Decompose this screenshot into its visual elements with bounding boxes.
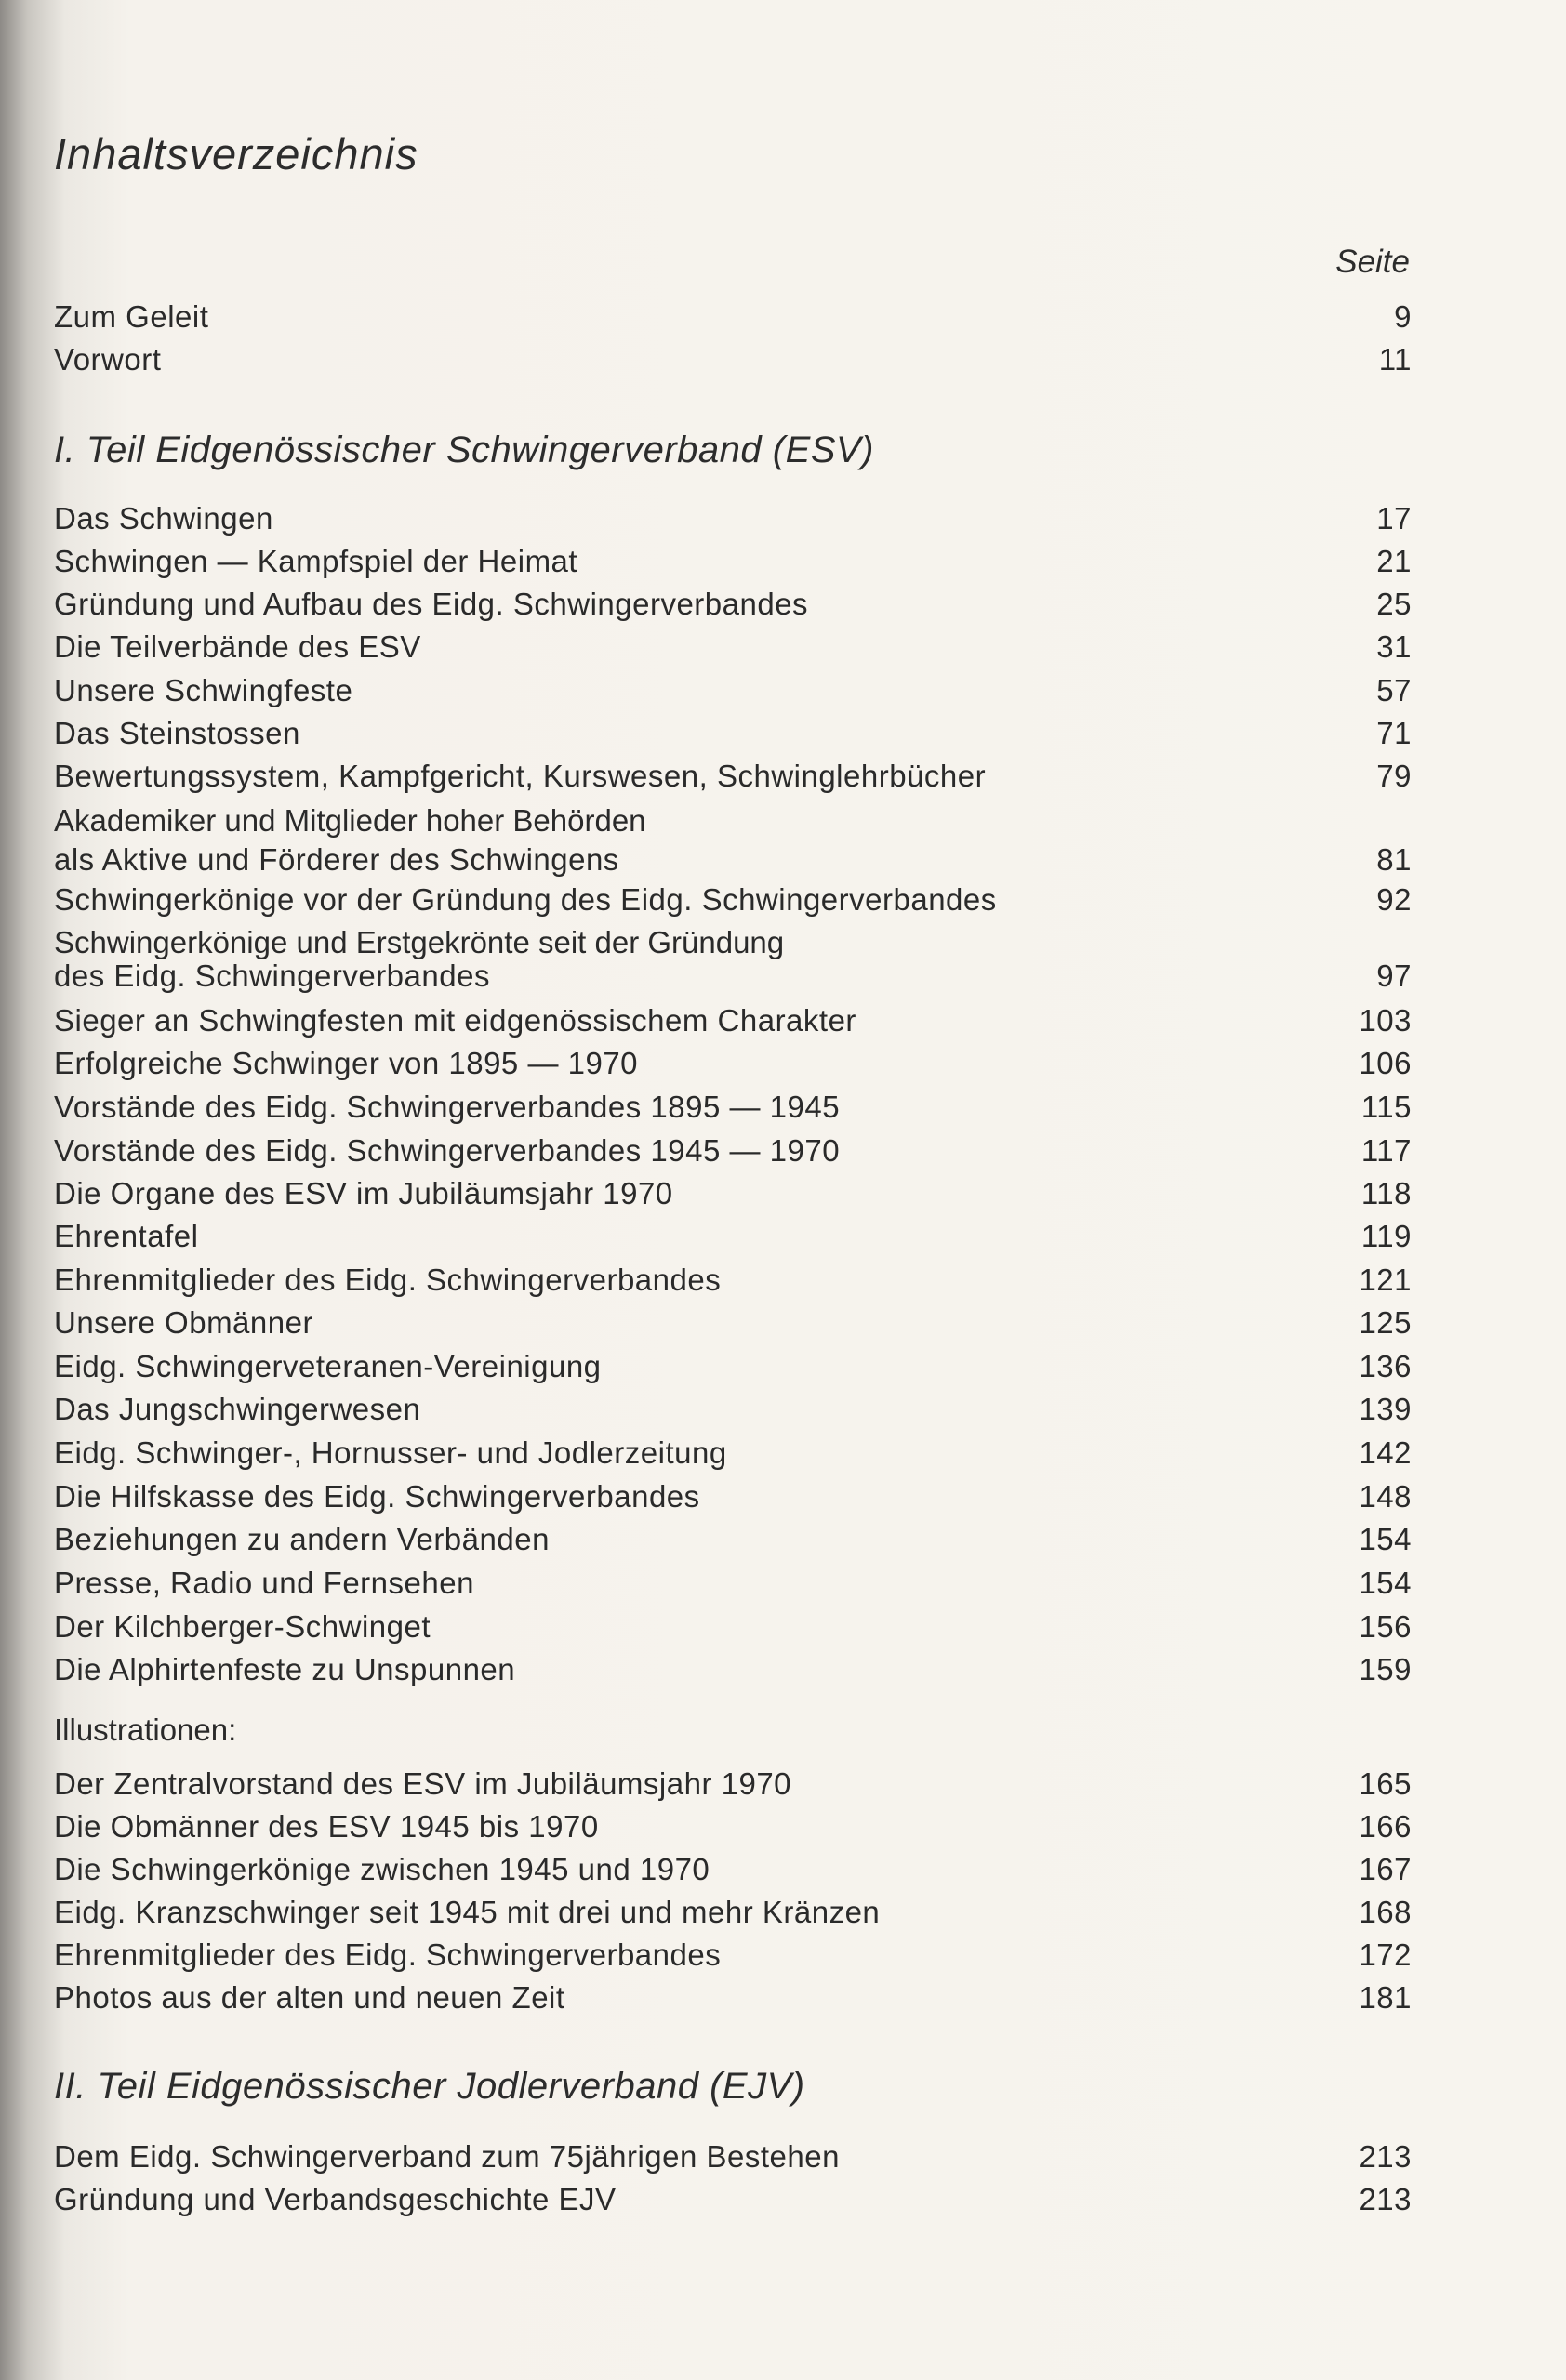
toc-entry xyxy=(54,1606,1412,1648)
toc-entry-page: 97 xyxy=(1376,959,1412,993)
toc-entry-page: 139 xyxy=(1359,1392,1412,1426)
toc-entry xyxy=(54,1432,1412,1474)
toc-entry-page: 121 xyxy=(1359,1263,1412,1297)
toc-entry-title: Ehrentafel xyxy=(54,1219,199,1253)
toc-entry-page: 57 xyxy=(1376,673,1412,707)
toc-entry-page: 118 xyxy=(1360,1176,1412,1210)
toc-entry xyxy=(54,1302,1412,1344)
toc-entry xyxy=(54,1172,1412,1215)
toc-entry-page: 9 xyxy=(1394,299,1412,334)
toc-entry-title: Schwingen — Kampfspiel der Heimat xyxy=(54,544,578,578)
toc-entry xyxy=(54,879,1412,921)
toc-entry-page: 181 xyxy=(1359,1980,1412,2015)
toc-entry-title: Erfolgreiche Schwinger von 1895 — 1970 xyxy=(54,1046,639,1080)
toc-entry xyxy=(54,1259,1412,1302)
toc-entry-title: Die Alphirtenfeste zu Unspunnen xyxy=(54,1652,516,1686)
toc-entry xyxy=(54,1977,1412,2019)
toc-entry xyxy=(54,626,1412,668)
toc-entry xyxy=(54,1848,1412,1891)
toc-entry-title: Sieger an Schwingfesten mit eidgenössischem Charakter xyxy=(54,1003,856,1038)
toc-entry-title: Eidg. Kranzschwinger seit 1945 mit drei und mehr Kränzen xyxy=(54,1895,881,1929)
toc-entry-title: Das Steinstossen xyxy=(54,716,300,750)
toc-entry xyxy=(54,338,1412,381)
toc-entry-page: 11 xyxy=(1378,342,1412,377)
toc-entry-title: Der Zentralvorstand des ESV im Jubiläumsjahr 1970 xyxy=(54,1766,792,1801)
toc-entry-page: 165 xyxy=(1359,1766,1412,1801)
toc-entry-page: 142 xyxy=(1359,1435,1412,1470)
toc-entry xyxy=(54,540,1412,583)
toc-entry xyxy=(54,1562,1412,1605)
toc-entry-title: Photos aus der alten und neuen Zeit xyxy=(54,1980,565,2015)
toc-entry-title: Ehrenmitglieder des Eidg. Schwingerverbandes xyxy=(54,1937,722,1972)
toc-entry-page: 115 xyxy=(1360,1090,1412,1124)
toc-entry-title: Presse, Radio und Fernsehen xyxy=(54,1566,474,1600)
toc-entry-page: 103 xyxy=(1359,1003,1412,1038)
toc-entry-title-line: als Aktive und Förderer des Schwingens xyxy=(54,842,619,877)
toc-entry xyxy=(54,583,1412,626)
toc-entry xyxy=(54,497,1412,540)
toc-entry-title: Die Organe des ESV im Jubiläumsjahr 1970 xyxy=(54,1176,673,1210)
toc-entry xyxy=(54,296,1412,338)
toc-entry-page: 119 xyxy=(1360,1219,1412,1253)
toc-entry xyxy=(54,1891,1412,1934)
toc-entry xyxy=(54,1086,1412,1129)
toc-entry-page: 154 xyxy=(1359,1566,1412,1600)
toc-entry xyxy=(54,712,1412,755)
toc-entry-page: 168 xyxy=(1359,1895,1412,1929)
toc-entry-page: 25 xyxy=(1376,587,1412,621)
toc-entry xyxy=(54,1805,1412,1848)
toc-entry xyxy=(54,1130,1412,1172)
toc-entry-page: 17 xyxy=(1376,501,1412,536)
toc-entry-page: 148 xyxy=(1359,1479,1412,1514)
toc-entry xyxy=(54,755,1412,798)
part-heading: II. Teil Eidgenössischer Jodlerverband (EJV) xyxy=(54,2066,805,2107)
toc-entry-page: 156 xyxy=(1359,1609,1412,1644)
toc-entry-title: Die Teilverbände des ESV xyxy=(54,629,421,664)
toc-entry-title: Beziehungen zu andern Verbänden xyxy=(54,1522,550,1556)
toc-entry-page: 154 xyxy=(1359,1522,1412,1556)
toc-entry xyxy=(54,2178,1412,2221)
toc-entry-title: Dem Eidg. Schwingerverband zum 75jährigen Bestehen xyxy=(54,2139,840,2174)
toc-entry-page: 79 xyxy=(1376,759,1412,793)
toc-entry-page: 213 xyxy=(1359,2182,1412,2216)
toc-entry-page: 125 xyxy=(1359,1305,1412,1340)
toc-entry-title: Schwingerkönige vor der Gründung des Eidg. Schwingerverbandes xyxy=(54,882,997,917)
toc-entry-title: Die Hilfskasse des Eidg. Schwingerverbandes xyxy=(54,1479,700,1514)
toc-entry xyxy=(54,1518,1412,1561)
toc-entry-title-line: Schwingerkönige und Erstgekrönte seit der Gründung xyxy=(54,925,785,959)
toc-entry-title: Der Kilchberger-Schwinget xyxy=(54,1609,431,1644)
toc-entry-page: 106 xyxy=(1359,1046,1412,1080)
toc-entry-title: Ehrenmitglieder des Eidg. Schwingerverbandes xyxy=(54,1263,722,1297)
toc-entry xyxy=(54,1475,1412,1518)
toc-entry xyxy=(54,1215,1412,1258)
part-heading: I. Teil Eidgenössischer Schwingerverband (ESV) xyxy=(54,430,874,470)
page-title: Inhaltsverzeichnis xyxy=(54,129,418,178)
toc-entry xyxy=(54,1648,1412,1691)
toc-entry-title: Die Schwingerkönige zwischen 1945 und 1970 xyxy=(54,1852,710,1886)
toc-entry-title: Die Obmänner des ESV 1945 bis 1970 xyxy=(54,1809,599,1844)
toc-entry-page: 21 xyxy=(1376,544,1412,578)
toc-entry xyxy=(54,999,1412,1042)
page-column-header: Seite xyxy=(1335,244,1410,280)
toc-entry-page: 92 xyxy=(1376,882,1412,917)
toc-entry-page: 81 xyxy=(1376,842,1412,877)
toc-entry-title: Gründung und Aufbau des Eidg. Schwingerverbandes xyxy=(54,587,809,621)
toc-entry-title: Bewertungssystem, Kampfgericht, Kurswesen, Schwinglehrbücher xyxy=(54,759,987,793)
toc-entry xyxy=(54,1345,1412,1388)
toc-entry xyxy=(54,2135,1412,2178)
toc-entry-page: 172 xyxy=(1359,1937,1412,1972)
toc-entry xyxy=(54,1388,1412,1431)
toc-entry xyxy=(54,839,1412,881)
toc-entry-page: 166 xyxy=(1359,1809,1412,1844)
toc-entry xyxy=(54,1042,1412,1085)
toc-entry-title: Zum Geleit xyxy=(54,299,209,334)
toc-entry-title: Unsere Obmänner xyxy=(54,1305,313,1340)
toc-entry-title-line: des Eidg. Schwingerverbandes xyxy=(54,959,490,993)
toc-entry-page: 167 xyxy=(1359,1852,1412,1886)
toc-entry-title: Vorwort xyxy=(54,342,162,377)
toc-entry-title: Eidg. Schwingerveteranen-Vereinigung xyxy=(54,1349,602,1383)
toc-entry-title-line: Akademiker und Mitglieder hoher Behörden xyxy=(54,803,646,838)
toc-entry-page: 117 xyxy=(1360,1133,1412,1168)
toc-entry-page: 213 xyxy=(1359,2139,1412,2174)
toc-entry-title: Vorstände des Eidg. Schwingerverbandes 1895 — 1945 xyxy=(54,1090,841,1124)
toc-entry-page: 136 xyxy=(1359,1349,1412,1383)
toc-entry xyxy=(54,669,1412,712)
toc-entry-title: Vorstände des Eidg. Schwingerverbandes 1945 — 1970 xyxy=(54,1133,841,1168)
toc-entry xyxy=(54,955,1412,998)
toc-entry-title: Das Schwingen xyxy=(54,501,273,536)
toc-entry-page: 71 xyxy=(1376,716,1412,750)
toc-entry-page: 159 xyxy=(1359,1652,1412,1686)
toc-entry xyxy=(54,1934,1412,1977)
toc-entry-title: Das Jungschwingerwesen xyxy=(54,1392,421,1426)
toc-entry-title: Eidg. Schwinger-, Hornusser- und Jodlerzeitung xyxy=(54,1435,727,1470)
illustrations-heading: Illustrationen: xyxy=(54,1712,237,1747)
toc-entry-page: 31 xyxy=(1376,629,1412,664)
toc-entry-title: Unsere Schwingfeste xyxy=(54,673,353,707)
toc-entry-title: Gründung und Verbandsgeschichte EJV xyxy=(54,2182,617,2216)
toc-entry xyxy=(54,1763,1412,1805)
